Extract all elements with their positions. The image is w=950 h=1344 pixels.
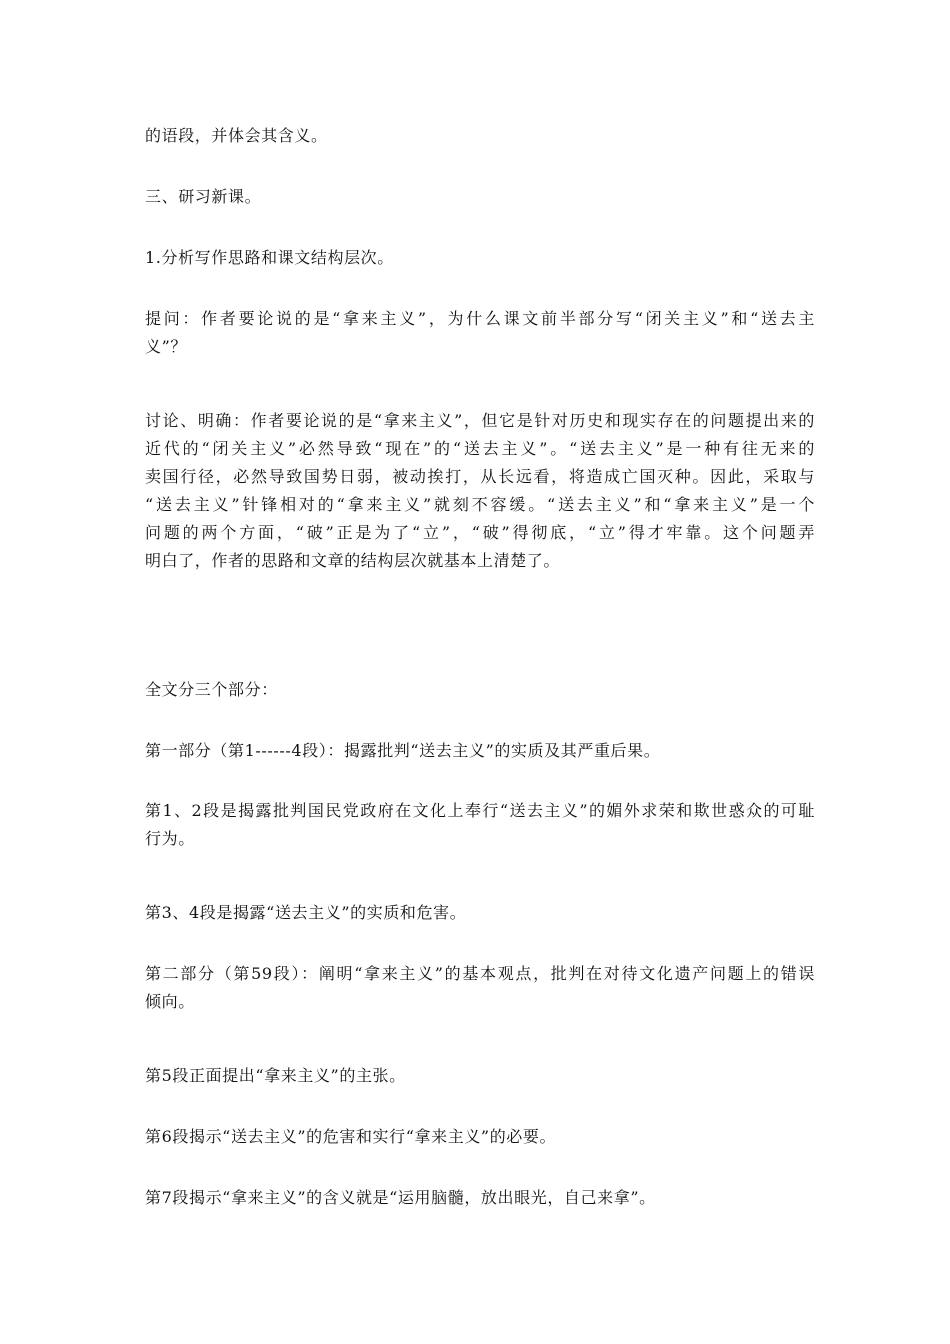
text-line: 第6段揭示“送去主义”的危害和实行“拿来主义”的必要。: [145, 1127, 557, 1146]
text-line: 明白了，作者的思路和文章的结构层次就基本上清楚了。: [145, 551, 561, 570]
text-line: 全文分三个部分：: [145, 680, 278, 699]
text-line: “送去主义”针锋相对的“拿来主义”就刻不容缓。“送去主义”和“拿来主义”是一个: [145, 495, 815, 514]
question-paragraph: [145, 305, 815, 361]
text-line: 近代的“闭关主义”必然导致“现在”的“送去主义”。“送去主义”是一种有往无来的: [145, 439, 815, 458]
paragraph-6-note: [145, 1123, 815, 1151]
text-line: 1.分析写作思路和课文结构层次。: [145, 248, 394, 267]
text-line: 问题的两个方面，“破”正是为了“立”，“破”得彻底，“立”得才牢靠。这个问题弄: [145, 523, 815, 542]
text-line: 第1、2段是揭露批判国民党政府在文化上奉行“送去主义”的媚外求荣和欺世惑众的可耻: [145, 801, 815, 820]
paragraph-7-note: [145, 1184, 815, 1212]
text-line: 第5段正面提出“拿来主义”的主张。: [145, 1066, 406, 1085]
text-line: 第7段揭示“拿来主义”的含义就是“运用脑髓，放出眼光，自己来拿”。: [145, 1188, 656, 1207]
text-line: 倾向。: [145, 992, 195, 1011]
text-line: 第3、4段是揭露“送去主义”的实质和危害。: [145, 903, 467, 922]
paragraph-1: [145, 122, 815, 150]
text-line: 第一部分（第1------4段）：揭露批判“送去主义”的实质及其严重后果。: [145, 741, 661, 760]
text-line: 三、研习新课。: [145, 187, 262, 206]
part-one-paragraph: [145, 737, 815, 765]
part-two-paragraph: [145, 960, 815, 1016]
text-line: 第二部分（第59段）：阐明“拿来主义”的基本观点，批判在对待文化遗产问题上的错误: [145, 964, 815, 983]
structure-intro: [145, 676, 815, 704]
text-line: 义”？: [145, 337, 187, 356]
discussion-paragraph: [145, 407, 815, 575]
paragraphs-3-4-note: [145, 899, 815, 927]
paragraph-5-note: [145, 1062, 815, 1090]
paragraphs-1-2-note: [145, 797, 815, 853]
text-line: 讨论、明确：作者要论说的是“拿来主义”，但它是针对历史和现实存在的问题提出来的: [145, 411, 815, 430]
text-line: 的语段，并体会其含义。: [145, 126, 328, 145]
text-line: 行为。: [145, 829, 195, 848]
text-line: 卖国行径，必然导致国势日弱，被动挨打，从长远看，将造成亡国灭种。因此，采取与: [145, 467, 815, 486]
subheading-1: [145, 244, 815, 272]
text-line: 提问：作者要论说的是“拿来主义”，为什么课文前半部分写“闭关主义”和“送去主: [145, 309, 815, 328]
section-heading-3: [145, 183, 815, 211]
